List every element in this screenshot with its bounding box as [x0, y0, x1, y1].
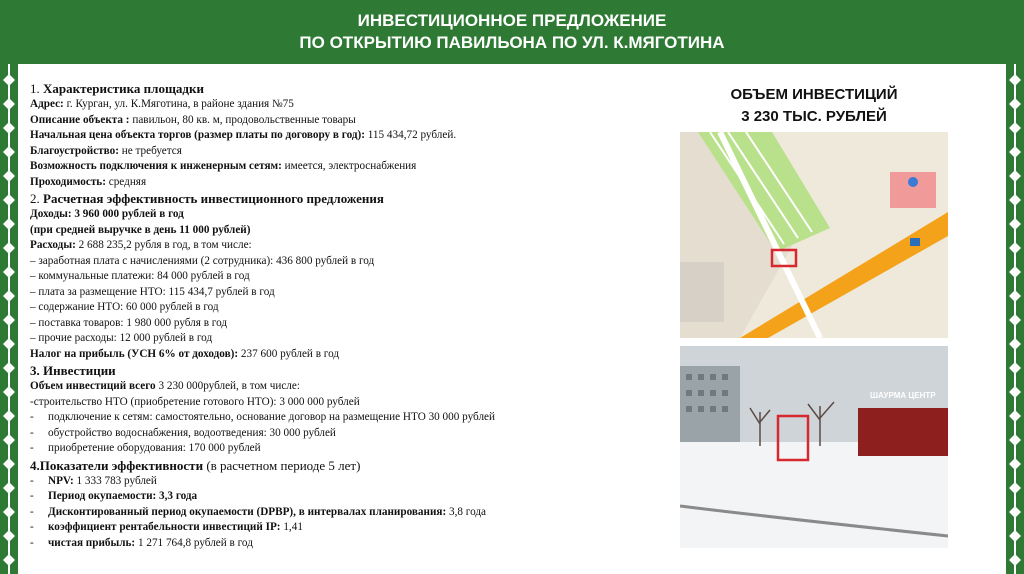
expense-item: – плата за размещение НТО: 115 434,7 рублей в год: [30, 285, 275, 298]
investment-volume-label: ОБЪЕМ ИНВЕСТИЦИЙ: [730, 86, 898, 103]
section-2-heading: 2. Расчетная эффективность инвестиционного предложения: [30, 191, 384, 206]
traffic-line: Проходимость: средняя: [30, 175, 147, 188]
income-line: Доходы: 3 960 000 рублей в год: [30, 208, 184, 220]
engineering-line: Возможность подключения к инженерным сетям: имеется, электроснабжения: [30, 160, 417, 172]
ornament-border-right: [1006, 64, 1024, 574]
slide-title-line1: ИНВЕСТИЦИОННОЕ ПРЕДЛОЖЕНИЕ: [357, 11, 667, 30]
improvement-line: Благоустройство: не требуется: [30, 144, 182, 157]
ornament-border-left: [0, 64, 18, 574]
investment-item: - обустройство водоснабжения, водоотведения: 30 000 рублей: [30, 426, 336, 439]
expense-item: – содержание НТО: 60 000 рублей в год: [30, 301, 219, 313]
section-4-heading: 4.Показатели эффективности (в расчетном периоде 5 лет): [30, 457, 361, 473]
section-1-heading: 1. Характеристика площадки: [30, 81, 204, 96]
shop-sign-text: ШАУРМА ЦЕНТР: [870, 391, 936, 400]
net-profit-line: - чистая прибыль: 1 271 764,8 рублей в год: [30, 536, 253, 549]
ip-line: - коэффициент рентабельности инвестиций IP: 1,41: [30, 521, 303, 533]
investment-item: - подключение к сетям: самостоятельно, основание договор на размещение НТО 30 000 рублей: [30, 411, 495, 423]
payback-line: - Период окупаемости: 3,3 года: [30, 490, 198, 502]
location-map: [680, 132, 948, 338]
expense-item: – прочие расходы: 12 000 рублей в год: [30, 332, 213, 344]
section-3-heading: 3. Инвестиции: [30, 363, 116, 378]
start-price-line: Начальная цена объекта торгов (размер платы по договору в год): 115 434,72 рублей.: [30, 129, 457, 141]
expense-item: – поставка товаров: 1 980 000 рубля в год: [30, 316, 228, 329]
investment-volume-title: [680, 84, 948, 128]
site-photo: [680, 346, 948, 548]
income-note-line: (при средней выручке в день 11 000 рублей): [30, 223, 251, 236]
npv-line: - NPV: 1 333 783 рублей: [30, 474, 157, 487]
expense-item: – коммунальные платежи: 84 000 рублей в год: [30, 270, 250, 282]
investment-total-line: Объем инвестиций всего 3 230 000рублей, в том числе:: [30, 380, 300, 392]
investment-volume-value: 3 230 ТЫС. РУБЛЕЙ: [741, 108, 887, 125]
expenses-line: Расходы: 2 688 235,2 рубля в год, в том числе:: [30, 239, 252, 251]
description-line: Описание объекта : павильон, 80 кв. м, продовольственные товары: [30, 113, 356, 126]
address-line: Адрес: г. Курган, ул. К.Мяготина, в районе здания №75: [30, 98, 294, 110]
slide-title-line2: ПО ОТКРЫТИЮ ПАВИЛЬОНА ПО УЛ. К.МЯГОТИНА: [299, 33, 725, 52]
construction-line: -строительство НТО (приобретение готового НТО): 3 000 000 рублей: [30, 395, 360, 408]
tax-line: Налог на прибыль (УСН 6% от доходов): 237 600 рублей в год: [30, 347, 340, 360]
investment-item: - приобретение оборудования: 170 000 рублей: [30, 442, 261, 454]
info-text-block: [30, 80, 650, 551]
dpbp-line: - Дисконтированный период окупаемости (DPBP), в интервалах планирования: 3,8 года: [30, 505, 487, 518]
expense-item: – заработная плата с начислениями (2 сотрудника): 436 800 рублей в год: [30, 254, 375, 267]
slide-header: [0, 0, 1024, 64]
